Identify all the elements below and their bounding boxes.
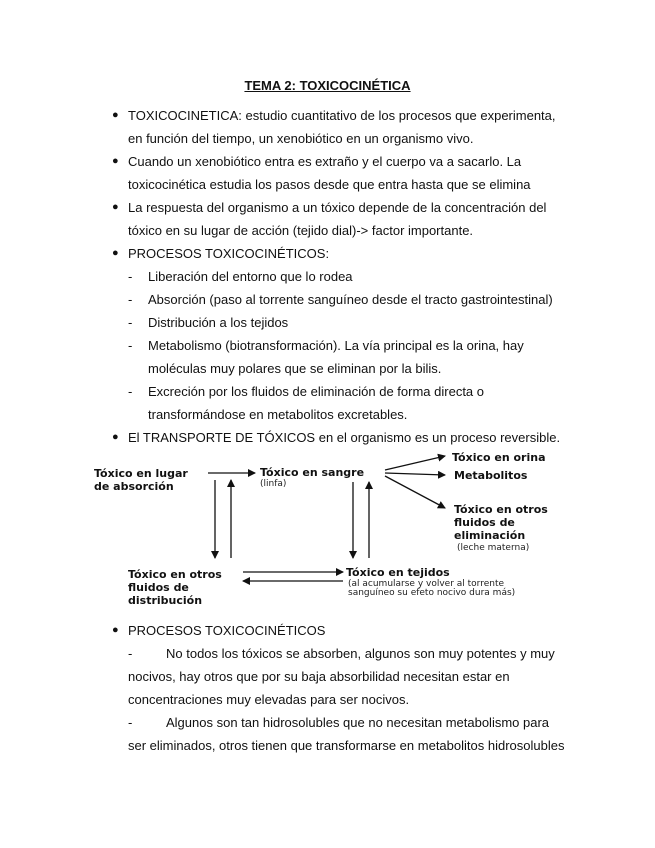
bullet-dot: ● [112,431,119,443]
node-otros-eliminacion [454,503,548,542]
bullet-row [0,219,655,242]
node-sangre [260,466,364,479]
dash-marker: - [128,646,133,661]
bottom-item-text: Algunos son tan hidrosolubles que no necesitan metabolismo para [166,715,550,730]
process-text: Absorción (paso al torrente sanguíneo desde el tracto gastrointestinal) [148,292,553,307]
transport-diagram [88,448,568,613]
bullet-row [0,104,655,127]
bullet-text: en función del tiempo, un xenobiótico en un organismo vivo. [128,131,474,146]
bullet-text: La respuesta del organismo a un tóxico depende de la concentración del [128,200,547,215]
process-row [0,265,655,288]
bottom-item-row [0,734,655,757]
node-otros-eliminacion-line3: eliminación [454,529,526,542]
node-sangre-note: (linfa) [260,479,287,489]
dash-marker: - [128,269,133,284]
bullet-text: PROCESOS TOXICOCINÉTICOS: [128,246,330,261]
bottom-item-text: concentraciones muy elevadas para ser nocivos. [128,692,410,707]
process-text: Excreción por los fluidos de eliminación de forma directa o [148,384,485,399]
dash-marker: - [128,292,133,307]
node-otros-eliminacion-note: (leche materna) [457,543,530,553]
bottom-item-row [0,711,655,734]
process-row [0,311,655,334]
process-text: moléculas muy polares que se eliminan por la bilis. [148,361,442,376]
arrow-sangre-metabolitos [385,473,445,475]
bottom-section [0,619,655,757]
node-distribucion-line1: Tóxico en otros [128,568,222,581]
bullet-row [0,196,655,219]
bullet-row [0,173,655,196]
dash-marker: - [128,384,133,399]
process-row [0,403,655,426]
bottom-item-row [0,688,655,711]
bullet-row [0,426,655,449]
node-absorcion-line2: de absorción [94,480,174,493]
bottom-item-row [0,665,655,688]
node-distribucion-line3: distribución [128,594,203,607]
process-text: Liberación del entorno que lo rodea [148,269,353,284]
node-tejidos-note1: (al acumularse y volver al torrente [348,579,505,589]
bullet-row [0,619,655,642]
bullet-dot: ● [112,109,119,121]
bottom-item-row [0,642,655,665]
bullet-dot: ● [112,201,119,213]
bullet-dot: ● [112,155,119,167]
process-text: transformándose en metabolitos excretables. [148,407,408,422]
bullet-text: El TRANSPORTE DE TÓXICOS en el organismo es un proceso reversible. [128,430,561,445]
node-tejidos-note2: sanguíneo su efeto nocivo dura más) [348,588,516,598]
bottom-item-text: No todos los tóxicos se absorben, algunos son muy potentes y muy [166,646,555,661]
bullet-text: toxicocinética estudia los pasos desde que entra hasta que se elimina [128,177,531,192]
dash-marker: - [128,338,133,353]
node-orina: Tóxico en orina [452,451,546,464]
node-metabolitos: Metabolitos [454,469,528,482]
intro-bullets [0,104,655,449]
page-title: TEMA 2: TOXICOCINÉTICA [244,78,411,93]
node-otros-eliminacion-line2: fluidos de [454,516,515,529]
bullet-text: PROCESOS TOXICOCINÉTICOS [128,623,326,638]
node-distribucion [128,568,222,607]
process-text: Distribución a los tejidos [148,315,289,330]
node-sangre-label: Tóxico en sangre [260,466,365,479]
bottom-item-text: nocivos, hay otros que por su baja absorbilidad necesitan estar en [128,669,510,684]
dash-marker: - [128,315,133,330]
process-row [0,357,655,380]
bottom-item-text: ser eliminados, otros tienen que transformarse en metabolitos hidrosolubles [128,738,565,753]
bullet-text: tóxico en su lugar de acción (tejido dial)-> factor importante. [128,223,474,238]
process-row [0,288,655,311]
bullet-row [0,150,655,173]
bullet-row [0,127,655,150]
bullet-text: Cuando un xenobiótico entra es extraño y el cuerpo va a sacarlo. La [128,154,522,169]
node-absorcion [94,467,188,493]
bullet-row [0,242,655,265]
process-text: Metabolismo (biotransformación). La vía principal es la orina, hay [148,338,524,353]
node-absorcion-line1: Tóxico en lugar [94,467,188,480]
node-otros-eliminacion-line1: Tóxico en otros [454,503,548,516]
bullet-text: TOXICOCINETICA: estudio cuantitativo de los procesos que experimenta, [128,108,556,123]
process-row [0,334,655,357]
bullet-dot: ● [112,624,119,636]
node-tejidos: Tóxico en tejidos [346,566,450,579]
process-row [0,380,655,403]
arrow-sangre-orina [385,456,445,470]
bullet-dot: ● [112,247,119,259]
node-distribucion-line2: fluidos de [128,581,189,594]
dash-marker: - [128,715,133,730]
arrow-sangre-otros-eliminacion [385,476,445,508]
